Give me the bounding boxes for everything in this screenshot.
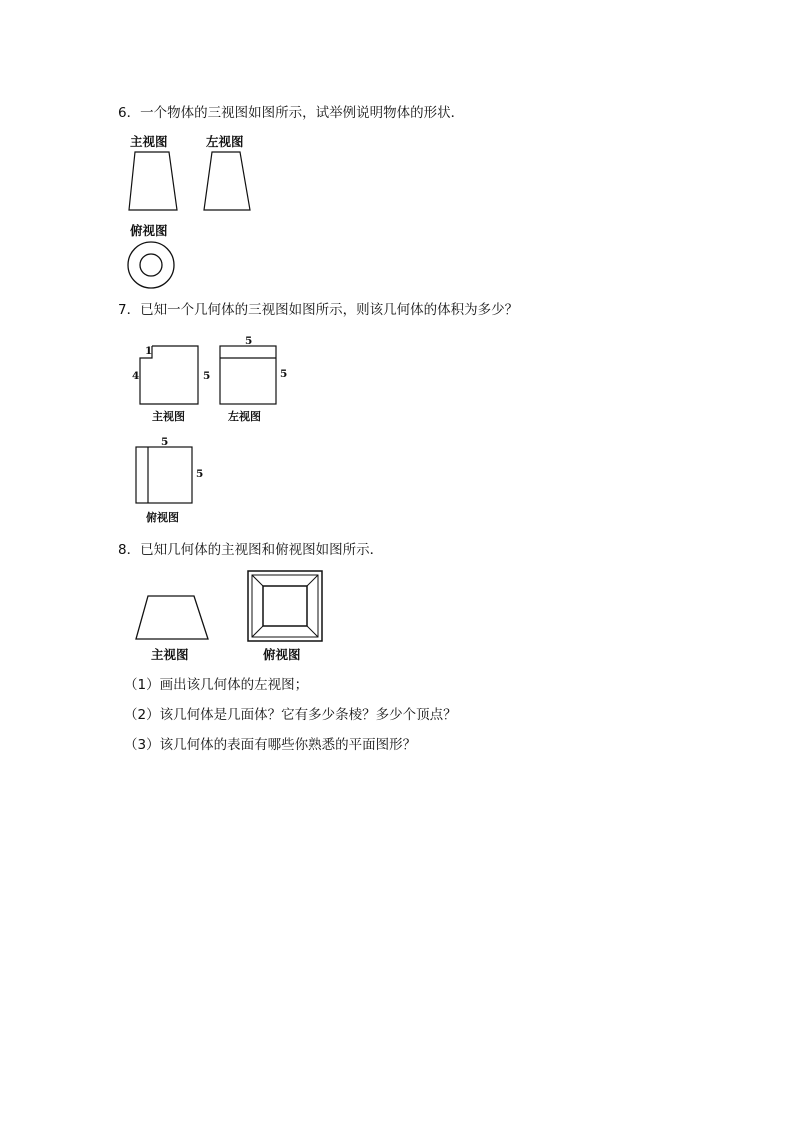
q7-left-top-dim: 5 <box>245 335 253 347</box>
question-8-text: 8．已知几何体的主视图和俯视图如图所示． <box>118 542 384 558</box>
q8-subquestion-2: （2）该几何体是几面体？它有多少条棱？多少个顶点？ <box>124 707 457 723</box>
q7-top-view-label: 俯视图 <box>146 511 179 524</box>
q6-top-view-rings <box>127 241 177 291</box>
q6-left-view-label: 左视图 <box>206 134 244 149</box>
q6-top-view-label: 俯视图 <box>130 223 168 238</box>
q6-front-view-label: 主视图 <box>130 134 168 149</box>
q7-top-right-dim: 5 <box>196 468 204 480</box>
q8-subquestion-3: （3）该几何体的表面有哪些你熟悉的平面图形？ <box>124 737 417 753</box>
q8-top-view-frustum <box>246 569 324 643</box>
q7-front-left-dim: 4 <box>132 370 140 382</box>
q7-top-top-dim: 5 <box>161 436 169 448</box>
q8-front-view-label: 主视图 <box>151 647 189 662</box>
q8-front-view-trapezoid <box>134 594 212 642</box>
q7-left-view-shape <box>218 344 278 406</box>
question-6-text: 6．一个物体的三视图如图所示，试举例说明物体的形状． <box>118 105 465 121</box>
q7-top-view-shape <box>134 445 194 505</box>
question-7-text: 7．已知一个几何体的三视图如图所示，则该几何体的体积为多少？ <box>118 302 519 318</box>
q7-left-view-label: 左视图 <box>228 410 261 423</box>
q6-front-view-trapezoid <box>126 150 180 214</box>
q7-front-notch-dim: 1 <box>145 345 153 357</box>
q8-subquestion-1: （1）画出该几何体的左视图； <box>124 677 309 693</box>
q7-front-view-shape <box>138 344 202 406</box>
q8-top-view-label: 俯视图 <box>263 647 301 662</box>
q7-left-right-dim: 5 <box>280 368 288 380</box>
q6-left-view-trapezoid <box>200 150 254 214</box>
q7-front-view-label: 主视图 <box>152 410 185 423</box>
q7-front-right-dim: 5 <box>203 370 211 382</box>
